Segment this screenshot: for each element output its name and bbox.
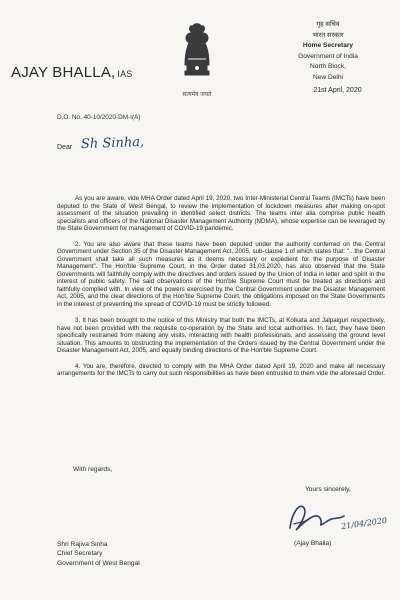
paragraph-2: 2. You are also aware that these teams have been deputed under the authority conferred on the Central Government under Section 35 of the Disaster Management Act, 2005, sub-clause 1 of which states that: "...the Central Government shall take all such measures as it deems necessary or expedient for the purpose of Disaster Management". The Hon'ble Supreme Court, in the Order dated 31.03.2020, has also observed that the State Governments will faithfully comply with the directives and orders issued by the Union of India in letter and spirit in the interest of public safety. The said observations of the Hon'ble Supreme Court must be treated as directions and faithfully complied with. In view of the powers exercised by the Central Government under the Disaster Management Act, 2005, and the clear directions of the Hon'ble Supreme Court, the obligations imposed on the State Governments in the interest of preventing the spread of COVID-19 must be strictly followed. bbox=[57, 240, 385, 308]
signature-mark bbox=[286, 498, 384, 536]
government: Government of India bbox=[298, 52, 358, 60]
recipient-block bbox=[57, 540, 140, 568]
office-block: North Block, bbox=[310, 63, 346, 71]
recipient-office: Government of West Bengal bbox=[57, 559, 140, 567]
hindi-title: गृह सचिव bbox=[316, 21, 340, 28]
signature-date-handwritten: 21/04/2020 bbox=[340, 515, 388, 532]
closing-line: Yours sincerely, bbox=[305, 486, 351, 493]
recipient-name: Shri Rajiva Sinha bbox=[57, 541, 108, 548]
emblem-motto: सत्यमेव जयते bbox=[182, 92, 212, 98]
letter-date: 21st April, 2020 bbox=[313, 87, 362, 94]
salutation: Dear bbox=[57, 144, 73, 151]
sender-name bbox=[11, 64, 133, 81]
national-emblem-icon bbox=[171, 19, 223, 91]
paragraph-3: 3. It has been brought to the notice of this Ministry that both the IMCTs, at Kolkata and Jalpaiguri respectively, have not been provided with the requisite co-operation by the State and local authorities. In fact, they have been specifically restrained from making any visits, interacting with health professionals, and assessing the ground level situation. This amounts to obstructing the implementation of the Orders issued by the Central Government under the Disaster Management Act, 2005, and equally binding directions of the Hon'ble Supreme Court. bbox=[57, 317, 385, 354]
sender-service: IAS bbox=[117, 69, 133, 79]
hindi-ministry: भारत सरकार bbox=[312, 31, 344, 39]
sender-name-text: AJAY BHALLA, bbox=[11, 64, 116, 81]
letterhead-block bbox=[273, 20, 383, 84]
office-city: New Delhi bbox=[312, 73, 344, 81]
recipient-designation: Chief Secretary bbox=[57, 550, 103, 558]
designation: Home Secretary bbox=[302, 42, 354, 50]
paragraph-4: 4. You are, therefore, directed to comply with the MHA Order dated April 19, 2020 and make all necessary arrangements for the IMCTs to carry out such responsibilities as have been entrusted to them vide the aforesaid Order. bbox=[57, 362, 385, 377]
letter-body bbox=[57, 195, 385, 386]
signatory-name: (Ajay Bhalla) bbox=[294, 540, 332, 547]
salutation-name-handwritten: Sh Sinha, bbox=[80, 134, 145, 153]
regards-line: With regards, bbox=[73, 466, 113, 473]
paragraph-1: As you are aware, vide MHA Order dated April 19, 2020, two Inter-Ministerial Central Teams (IMCTs) have been deputed to the State of West Bengal, to review the implementation of lockdown measures after making on-spot assessment of the situation prevailing in identified select districts. The teams inter alia comprise public health specialists and officers of the National Disaster Management Authority (NDMA), whose expertise can be leveraged by the State Government for management of COVID-19 pandemic. bbox=[57, 195, 385, 232]
reference-number: D.O. No. 40-10/2020-DM-I(A) bbox=[57, 114, 141, 121]
